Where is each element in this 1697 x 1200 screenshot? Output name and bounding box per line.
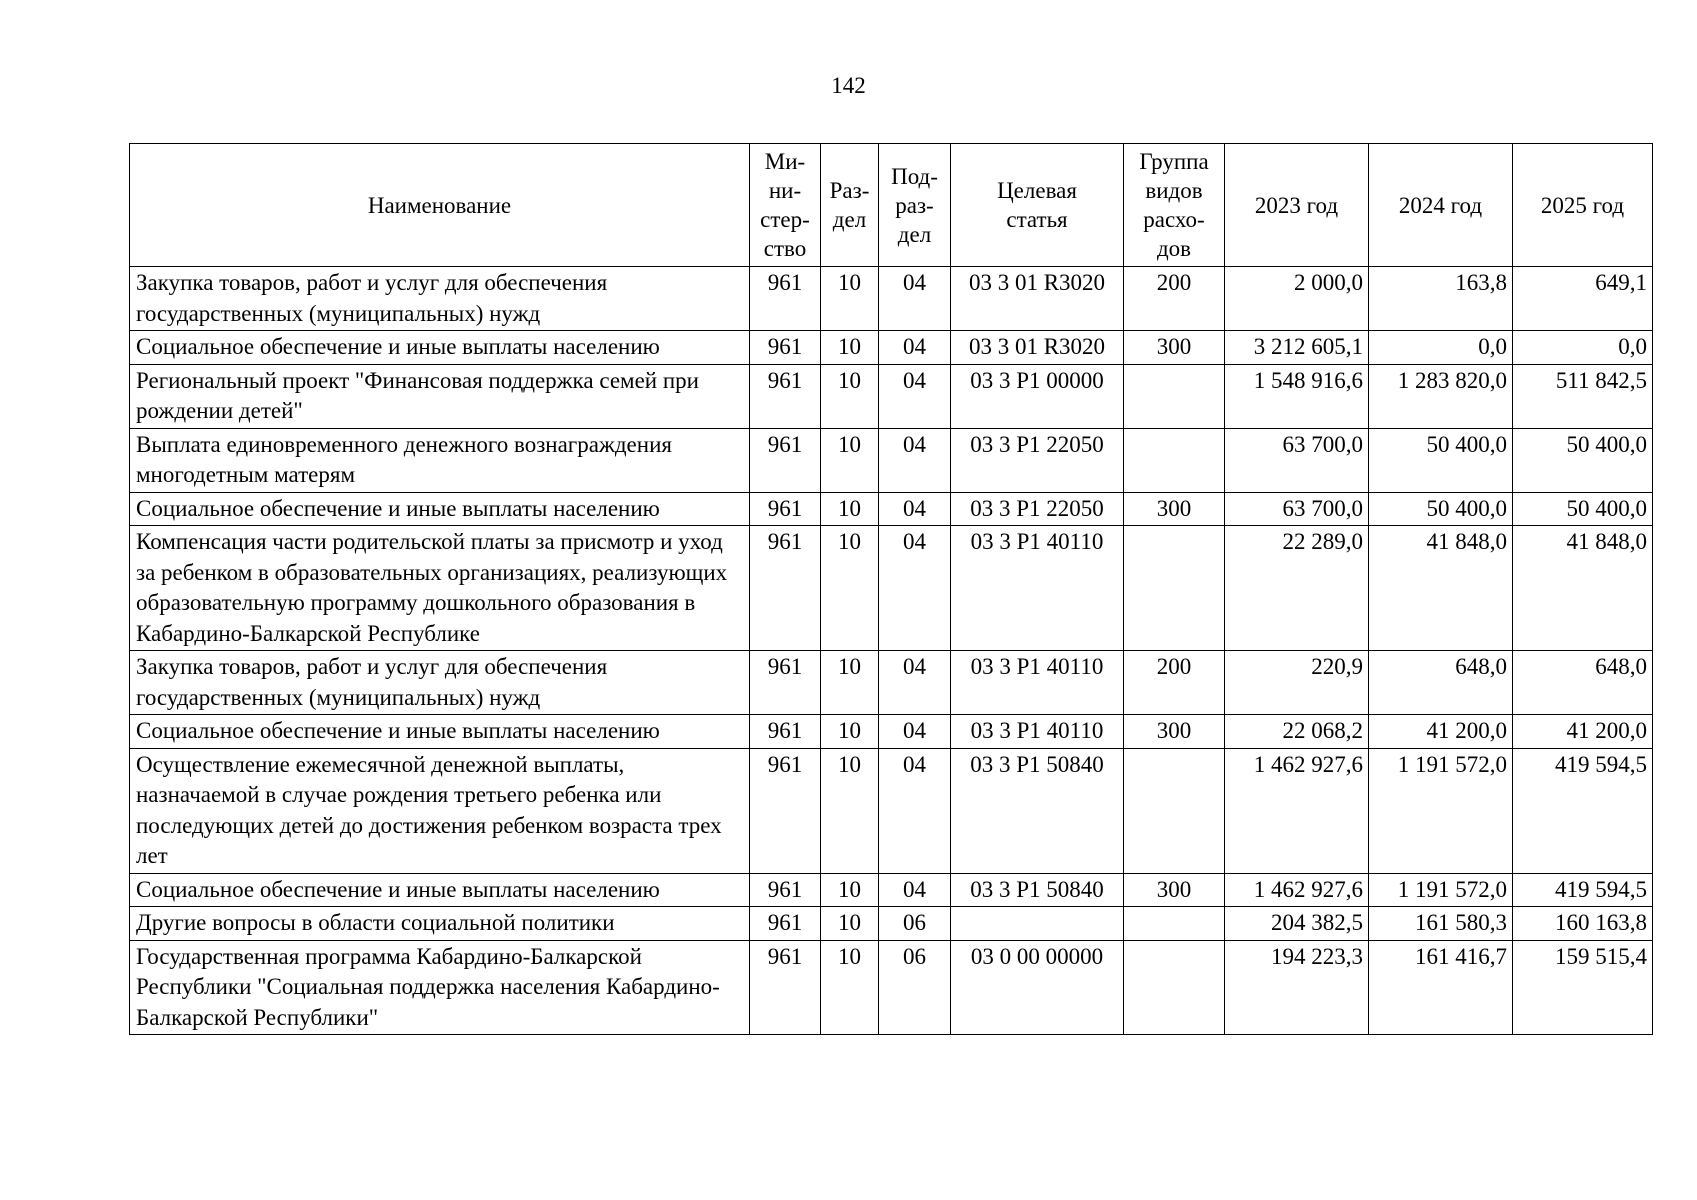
- cell-2024: 648,0: [1369, 651, 1513, 715]
- cell-2024: 41 200,0: [1369, 715, 1513, 749]
- cell-2025: 0,0: [1513, 331, 1653, 365]
- cell-2023: 63 700,0: [1225, 492, 1369, 526]
- cell-expense-group: [1124, 748, 1225, 873]
- table-row: [130, 526, 1653, 651]
- cell-2024: 1 191 572,0: [1369, 873, 1513, 907]
- cell-ministry: 961: [750, 940, 821, 1035]
- cell-subsection: 06: [879, 907, 951, 941]
- cell-2025: 160 163,8: [1513, 907, 1653, 941]
- budget-table: [129, 143, 1653, 1035]
- header-expense-group: Группа видов расхо- дов: [1124, 144, 1225, 267]
- header-2023: [1225, 144, 1369, 267]
- cell-subsection: 04: [879, 492, 951, 526]
- cell-expense-group: 300: [1124, 715, 1225, 749]
- header-target: Целевая статья: [951, 144, 1124, 267]
- cell-2023: 3 212 605,1: [1225, 331, 1369, 365]
- table-row: [130, 715, 1653, 749]
- header-2025: [1513, 144, 1653, 267]
- cell-2024: 41 848,0: [1369, 526, 1513, 651]
- cell-2025: 419 594,5: [1513, 748, 1653, 873]
- cell-ministry: 961: [750, 267, 821, 331]
- header-ministry: Ми- ни- стер- ство: [750, 144, 821, 267]
- cell-target: 03 3 01 R3020: [951, 331, 1124, 365]
- cell-subsection: 06: [879, 940, 951, 1035]
- cell-name: Закупка товаров, работ и услуг для обеспечения государственных (муниципальных) нужд: [130, 267, 750, 331]
- cell-target: 03 3 P1 40110: [951, 526, 1124, 651]
- cell-2025: 50 400,0: [1513, 428, 1653, 492]
- cell-section: 10: [821, 907, 879, 941]
- cell-section: 10: [821, 940, 879, 1035]
- header-2023-text: 2023 год: [1254, 192, 1339, 218]
- cell-2024: 161 580,3: [1369, 907, 1513, 941]
- table-row: [130, 651, 1653, 715]
- cell-subsection: 04: [879, 267, 951, 331]
- cell-expense-group: 200: [1124, 651, 1225, 715]
- cell-target: 03 3 P1 50840: [951, 873, 1124, 907]
- table-row: [130, 331, 1653, 365]
- cell-section: 10: [821, 331, 879, 365]
- cell-section: 10: [821, 428, 879, 492]
- cell-2023: 194 223,3: [1225, 940, 1369, 1035]
- cell-ministry: 961: [750, 526, 821, 651]
- cell-ministry: 961: [750, 873, 821, 907]
- cell-target: 03 3 P1 40110: [951, 715, 1124, 749]
- cell-target: 03 3 P1 00000: [951, 364, 1124, 428]
- cell-2023: 22 289,0: [1225, 526, 1369, 651]
- cell-ministry: 961: [750, 748, 821, 873]
- table-row: [130, 267, 1653, 331]
- cell-name: Социальное обеспечение и иные выплаты населению: [130, 331, 750, 365]
- cell-ministry: 961: [750, 651, 821, 715]
- cell-name: Социальное обеспечение и иные выплаты населению: [130, 492, 750, 526]
- table-header-row: [130, 144, 1653, 267]
- cell-2024: 50 400,0: [1369, 428, 1513, 492]
- cell-section: 10: [821, 364, 879, 428]
- cell-section: 10: [821, 748, 879, 873]
- cell-target: 03 3 P1 40110: [951, 651, 1124, 715]
- cell-ministry: 961: [750, 492, 821, 526]
- header-2024: [1369, 144, 1513, 267]
- cell-name: Выплата единовременного денежного вознаграждения многодетным матерям: [130, 428, 750, 492]
- cell-2024: 1 191 572,0: [1369, 748, 1513, 873]
- cell-target: 03 3 P1 22050: [951, 428, 1124, 492]
- cell-2025: 41 848,0: [1513, 526, 1653, 651]
- cell-name: Социальное обеспечение и иные выплаты населению: [130, 873, 750, 907]
- cell-expense-group: 300: [1124, 873, 1225, 907]
- cell-2023: 22 068,2: [1225, 715, 1369, 749]
- cell-name: Региональный проект "Финансовая поддержка семей при рождении детей": [130, 364, 750, 428]
- cell-expense-group: 300: [1124, 492, 1225, 526]
- cell-expense-group: [1124, 940, 1225, 1035]
- cell-2024: 50 400,0: [1369, 492, 1513, 526]
- header-name-text: Наименование: [367, 192, 512, 218]
- cell-expense-group: 200: [1124, 267, 1225, 331]
- cell-subsection: 04: [879, 526, 951, 651]
- cell-expense-group: [1124, 428, 1225, 492]
- table-body: [130, 267, 1653, 1035]
- cell-target: 03 3 P1 50840: [951, 748, 1124, 873]
- table-row: [130, 907, 1653, 941]
- cell-subsection: 04: [879, 873, 951, 907]
- cell-2025: 50 400,0: [1513, 492, 1653, 526]
- cell-ministry: 961: [750, 331, 821, 365]
- cell-ministry: 961: [750, 364, 821, 428]
- cell-name: Осуществление ежемесячной денежной выплаты, назначаемой в случае рождения третьего ребенка или последующих детей до достижения ребенком возраста трех лет: [130, 748, 750, 873]
- cell-section: 10: [821, 526, 879, 651]
- cell-name: Компенсация части родительской платы за присмотр и уход за ребенком в образовательных организациях, реализующих образовательную программу дошкольного образования в Кабардино-Балкарской Республике: [130, 526, 750, 651]
- cell-2023: 204 382,5: [1225, 907, 1369, 941]
- cell-subsection: 04: [879, 331, 951, 365]
- cell-target: 03 3 01 R3020: [951, 267, 1124, 331]
- cell-2025: 649,1: [1513, 267, 1653, 331]
- cell-expense-group: [1124, 526, 1225, 651]
- cell-2025: 159 515,4: [1513, 940, 1653, 1035]
- table-row: [130, 873, 1653, 907]
- page-number: 142: [831, 73, 866, 98]
- cell-2024: 163,8: [1369, 267, 1513, 331]
- cell-target: 03 3 P1 22050: [951, 492, 1124, 526]
- cell-2024: 1 283 820,0: [1369, 364, 1513, 428]
- cell-subsection: 04: [879, 428, 951, 492]
- cell-expense-group: 300: [1124, 331, 1225, 365]
- cell-2024: 161 416,7: [1369, 940, 1513, 1035]
- header-2025-text: 2025 год: [1540, 192, 1625, 218]
- cell-subsection: 04: [879, 364, 951, 428]
- cell-name: Государственная программа Кабардино-Балкарской Республики "Социальная поддержка населения Кабардино-Балкарской Республики": [130, 940, 750, 1035]
- table-row: [130, 364, 1653, 428]
- cell-subsection: 04: [879, 651, 951, 715]
- cell-name: Другие вопросы в области социальной политики: [130, 907, 750, 941]
- header-subsection: Под- раз- дел: [879, 144, 951, 267]
- header-2024-text: 2024 год: [1398, 192, 1483, 218]
- cell-2023: 1 462 927,6: [1225, 873, 1369, 907]
- cell-2025: 419 594,5: [1513, 873, 1653, 907]
- cell-2025: 648,0: [1513, 651, 1653, 715]
- cell-section: 10: [821, 267, 879, 331]
- cell-section: 10: [821, 873, 879, 907]
- table-row: [130, 748, 1653, 873]
- cell-2024: 0,0: [1369, 331, 1513, 365]
- cell-target: 03 0 00 00000: [951, 940, 1124, 1035]
- cell-2023: 1 462 927,6: [1225, 748, 1369, 873]
- cell-section: 10: [821, 715, 879, 749]
- cell-2023: 63 700,0: [1225, 428, 1369, 492]
- header-name: [130, 144, 750, 267]
- table-row: [130, 492, 1653, 526]
- cell-2023: 1 548 916,6: [1225, 364, 1369, 428]
- cell-section: 10: [821, 651, 879, 715]
- cell-target: [951, 907, 1124, 941]
- cell-2023: 2 000,0: [1225, 267, 1369, 331]
- cell-2023: 220,9: [1225, 651, 1369, 715]
- cell-subsection: 04: [879, 715, 951, 749]
- cell-ministry: 961: [750, 907, 821, 941]
- cell-2025: 511 842,5: [1513, 364, 1653, 428]
- table-row: [130, 940, 1653, 1035]
- header-section: Раз- дел: [821, 144, 879, 267]
- cell-expense-group: [1124, 907, 1225, 941]
- cell-2025: 41 200,0: [1513, 715, 1653, 749]
- cell-name: Закупка товаров, работ и услуг для обеспечения государственных (муниципальных) нужд: [130, 651, 750, 715]
- cell-ministry: 961: [750, 715, 821, 749]
- cell-subsection: 04: [879, 748, 951, 873]
- cell-section: 10: [821, 492, 879, 526]
- table-row: [130, 428, 1653, 492]
- cell-ministry: 961: [750, 428, 821, 492]
- cell-expense-group: [1124, 364, 1225, 428]
- cell-name: Социальное обеспечение и иные выплаты населению: [130, 715, 750, 749]
